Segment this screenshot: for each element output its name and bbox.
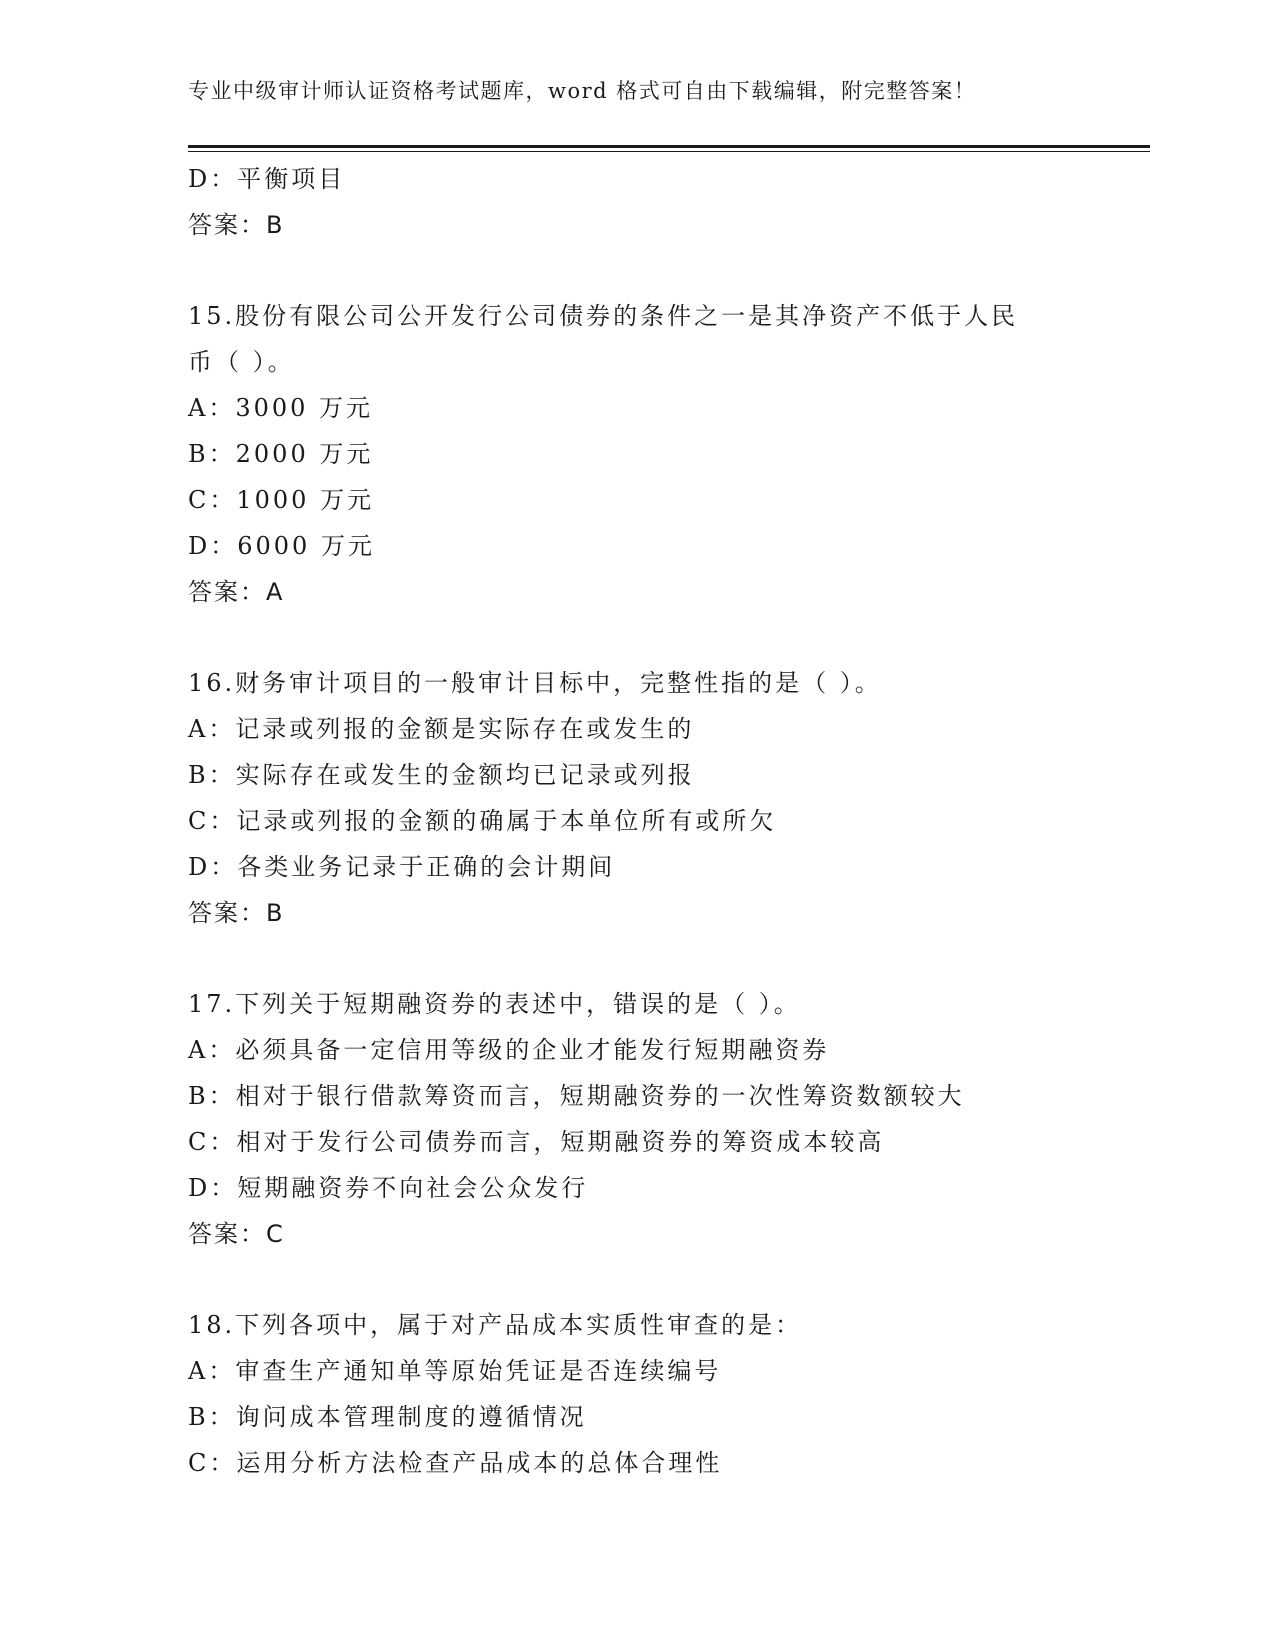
question-15-option-a: A：3000 万元 [188, 394, 374, 422]
question-18-stem: 18.下列各项中，属于对产品成本实质性审查的是： [188, 1311, 803, 1339]
page-header: 专业中级审计师认证资格考试题库，word 格式可自由下载编辑，附完整答案！ [188, 79, 977, 103]
question-18-option-a: A：审查生产通知单等原始凭证是否连续编号 [188, 1357, 722, 1385]
question-17-option-a: A：必须具备一定信用等级的企业才能发行短期融资券 [188, 1036, 830, 1064]
question-16-option-a: A：记录或列报的金额是实际存在或发生的 [188, 715, 695, 743]
question-15-answer: 答案：A [188, 578, 285, 606]
question-15-stem-cont: 币（ ）。 [188, 348, 295, 376]
question-16-option-c: C：记录或列报的金额的确属于本单位所有或所欠 [188, 807, 777, 835]
question-17-stem: 17.下列关于短期融资券的表述中，错误的是（ ）。 [188, 990, 801, 1018]
question-15-option-b: B：2000 万元 [188, 440, 374, 468]
question-14-answer: 答案：B [188, 211, 285, 239]
question-15-option-d: D：6000 万元 [188, 532, 375, 560]
question-16-option-d: D：各类业务记录于正确的会计期间 [188, 853, 616, 881]
question-16-answer: 答案：B [188, 899, 285, 927]
question-17-option-d: D：短期融资券不向社会公众发行 [188, 1174, 589, 1202]
question-17-option-b: B：相对于银行借款筹资而言，短期融资券的一次性筹资数额较大 [188, 1082, 965, 1110]
question-18-option-c: C：运用分析方法检查产品成本的总体合理性 [188, 1449, 723, 1477]
question-16-option-b: B：实际存在或发生的金额均已记录或列报 [188, 761, 695, 789]
question-18-option-b: B：询问成本管理制度的遵循情况 [188, 1403, 587, 1431]
question-15-option-c: C：1000 万元 [188, 486, 375, 514]
question-17-option-c: C：相对于发行公司债券而言，短期融资券的筹资成本较高 [188, 1128, 885, 1156]
question-16-stem: 16.财务审计项目的一般审计目标中，完整性指的是（ ）。 [188, 669, 882, 697]
document-body [188, 156, 1148, 1486]
question-14-option-d: D：平衡项目 [188, 165, 346, 193]
header-divider [188, 145, 1150, 148]
question-17-answer: 答案：C [188, 1220, 285, 1248]
question-15-stem: 15.股份有限公司公开发行公司债券的条件之一是其净资产不低于人民 [188, 302, 1019, 330]
